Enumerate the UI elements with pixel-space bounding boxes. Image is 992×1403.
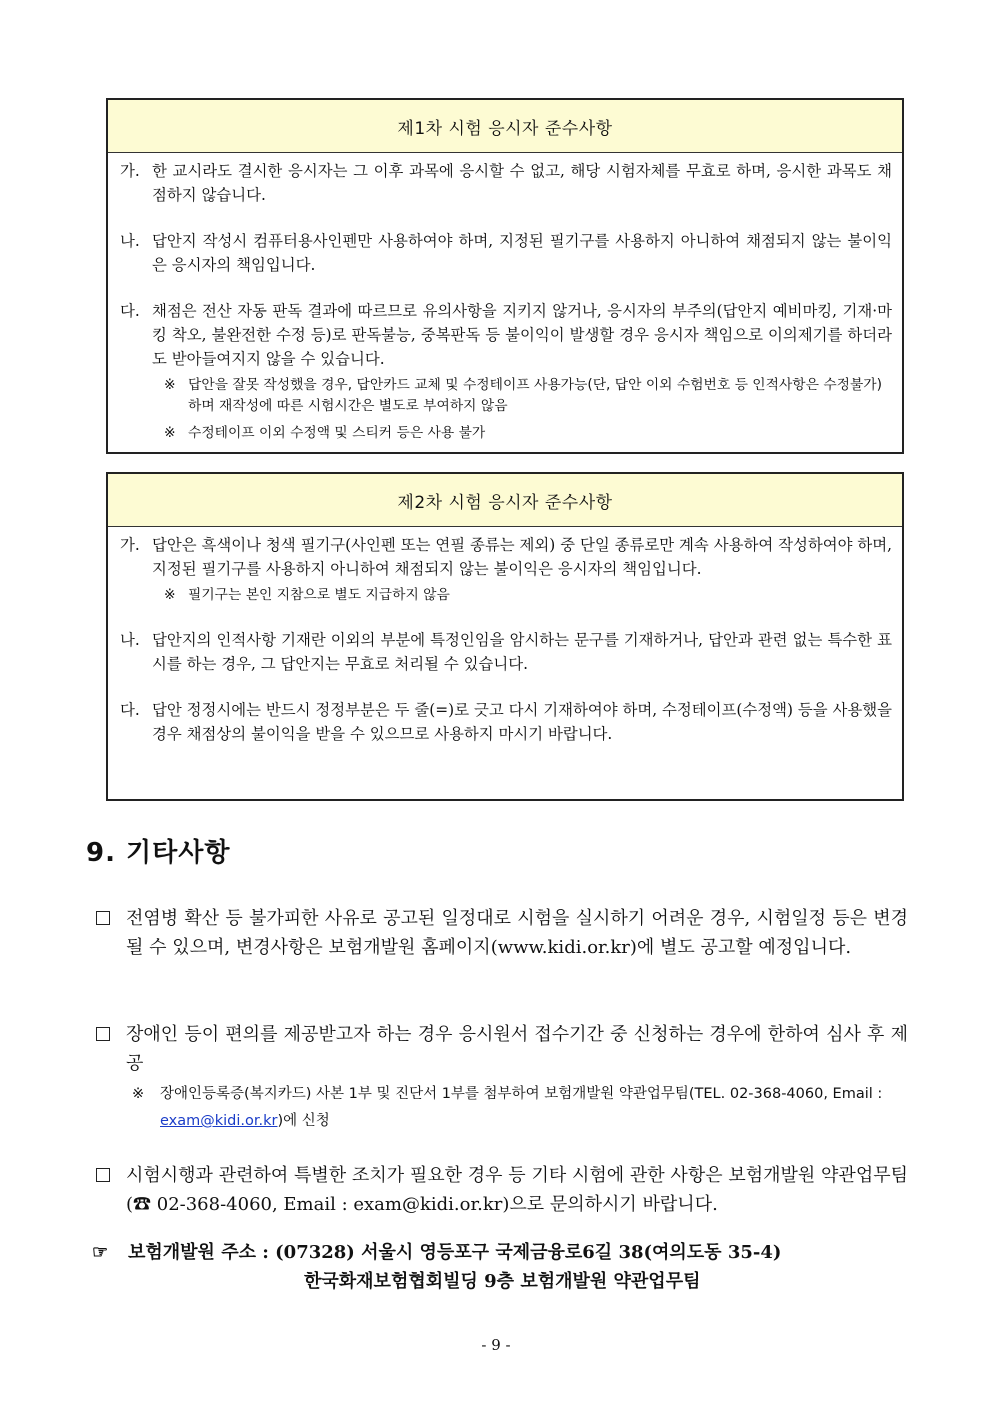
rule-marker: 나. xyxy=(120,232,140,250)
section-title: 9. 기타사항 xyxy=(86,838,231,868)
second-exam-rules-body xyxy=(108,527,902,746)
checkbox-square-icon xyxy=(96,1027,110,1041)
rule-note xyxy=(120,585,892,606)
rule-text: 답안지의 인적사항 기재란 이외의 부분에 특정인임을 암시하는 문구를 기재하거나, 답안과 관련 없는 특수한 표시를 하는 경우, 그 답안지는 무효로 처리될 수 있습니다. xyxy=(152,631,892,673)
rule-item xyxy=(120,698,892,746)
note-text: 수정테이프 이외 수정액 및 스티커 등은 사용 불가 xyxy=(188,425,486,441)
note-asterisk: ※ xyxy=(132,1086,145,1102)
rule-marker: 가. xyxy=(120,162,140,180)
address-block xyxy=(92,1238,912,1296)
note-text: 필기구는 본인 지참으로 별도 지급하지 않음 xyxy=(188,587,450,603)
rule-item xyxy=(120,159,892,207)
rule-item xyxy=(120,299,892,371)
rule-item xyxy=(120,628,892,676)
pointing-hand-icon: ☞ xyxy=(92,1242,109,1263)
notice-text: 전염병 확산 등 불가피한 사유로 공고된 일정대로 시험을 실시하기 어려운 경우, 시험일정 등은 변경될 수 있으며, 변경사항은 보험개발원 홈페이지(www.kidi.or.kr)에 별도 공고할 예정입니다. xyxy=(126,908,908,958)
rule-text: 한 교시라도 결시한 응시자는 그 이후 과목에 응시할 수 없고, 해당 시험자체를 무효로 하며, 응시한 과목도 채점하지 않습니다. xyxy=(152,162,892,204)
notice-paragraph xyxy=(96,1161,908,1219)
second-exam-rules-title: 제2차 시험 응시자 준수사항 xyxy=(108,474,902,527)
first-exam-rules-box xyxy=(106,98,904,454)
email-link[interactable]: exam@kidi.or.kr xyxy=(160,1113,278,1129)
rule-text: 채점은 전산 자동 판독 결과에 따르므로 유의사항을 지키지 않거나, 응시자의 부주의(답안지 예비마킹, 기재·마킹 착오, 불완전한 수정 등)로 판독불능, 중복판독 등 불이익이 발생할 경우 응시자 책임으로 이의제기를 하더라도 받아들여지지 않을 수 있습니다. xyxy=(152,302,892,368)
address-line-2: 한국화재보험협회빌딩 9층 보험개발원 약관업무팀 xyxy=(304,1271,701,1292)
checkbox-square-icon xyxy=(96,1168,110,1182)
first-exam-rules-body xyxy=(108,153,902,444)
rule-note xyxy=(120,423,892,444)
note-asterisk: ※ xyxy=(164,377,176,393)
note-text: 답안을 잘못 작성했을 경우, 답안카드 교체 및 수정테이프 사용가능(단, 답안 이외 수험번호 등 인적사항은 수정불가)하며 재작성에 따른 시험시간은 별도로 부여하지 않음 xyxy=(188,377,883,414)
note-text-before: 장애인등록증(복지카드) 사본 1부 및 진단서 1부를 첨부하여 보험개발원 약관업무팀(TEL. 02-368-4060, Email : xyxy=(160,1086,883,1102)
rule-marker: 가. xyxy=(120,536,140,554)
first-exam-rules-title: 제1차 시험 응시자 준수사항 xyxy=(108,100,902,153)
notice-text: 장애인 등이 편의를 제공받고자 하는 경우 응시원서 접수기간 중 신청하는 경우에 한하여 심사 후 제공 xyxy=(126,1024,908,1074)
rule-marker: 나. xyxy=(120,631,140,649)
disability-note xyxy=(132,1081,908,1135)
note-text-after: )에 신청 xyxy=(277,1113,330,1129)
rule-text: 답안은 흑색이나 청색 필기구(사인펜 또는 연필 종류는 제외) 중 단일 종류로만 계속 사용하여 작성하여야 하며, 지정된 필기구를 사용하지 아니하여 채점되지 않는 불이익은 응시자의 책임입니다. xyxy=(152,536,892,578)
notice-paragraph xyxy=(96,1020,908,1078)
address-line-1: 보험개발원 주소 : (07328) 서울시 영등포구 국제금융로6길 38(여의도동 35-4) xyxy=(128,1242,782,1263)
rule-item xyxy=(120,229,892,277)
rule-text: 답안지 작성시 컴퓨터용사인펜만 사용하여야 하며, 지정된 필기구를 사용하지 아니하여 채점되지 않는 불이익은 응시자의 책임입니다. xyxy=(152,232,892,274)
rule-note xyxy=(120,375,892,417)
page-number: - 9 - xyxy=(481,1336,511,1354)
second-exam-rules-box xyxy=(106,472,904,801)
rule-item xyxy=(120,533,892,581)
rule-marker: 다. xyxy=(120,302,140,320)
note-asterisk: ※ xyxy=(164,587,176,603)
note-asterisk: ※ xyxy=(164,425,176,441)
notice-paragraph xyxy=(96,904,908,962)
notice-text: 시험시행과 관련하여 특별한 조치가 필요한 경우 등 기타 시험에 관한 사항은 보험개발원 약관업무팀(☎ 02-368-4060, Email : exam@kidi.or.kr)으로 문의하시기 바랍니다. xyxy=(126,1165,908,1215)
rule-text: 답안 정정시에는 반드시 정정부분은 두 줄(=)로 긋고 다시 기재하여야 하며, 수정테이프(수정액) 등을 사용했을 경우 채점상의 불이익을 받을 수 있으므로 사용하지 마시기 바랍니다. xyxy=(152,701,892,743)
rule-marker: 다. xyxy=(120,701,140,719)
checkbox-square-icon xyxy=(96,911,110,925)
